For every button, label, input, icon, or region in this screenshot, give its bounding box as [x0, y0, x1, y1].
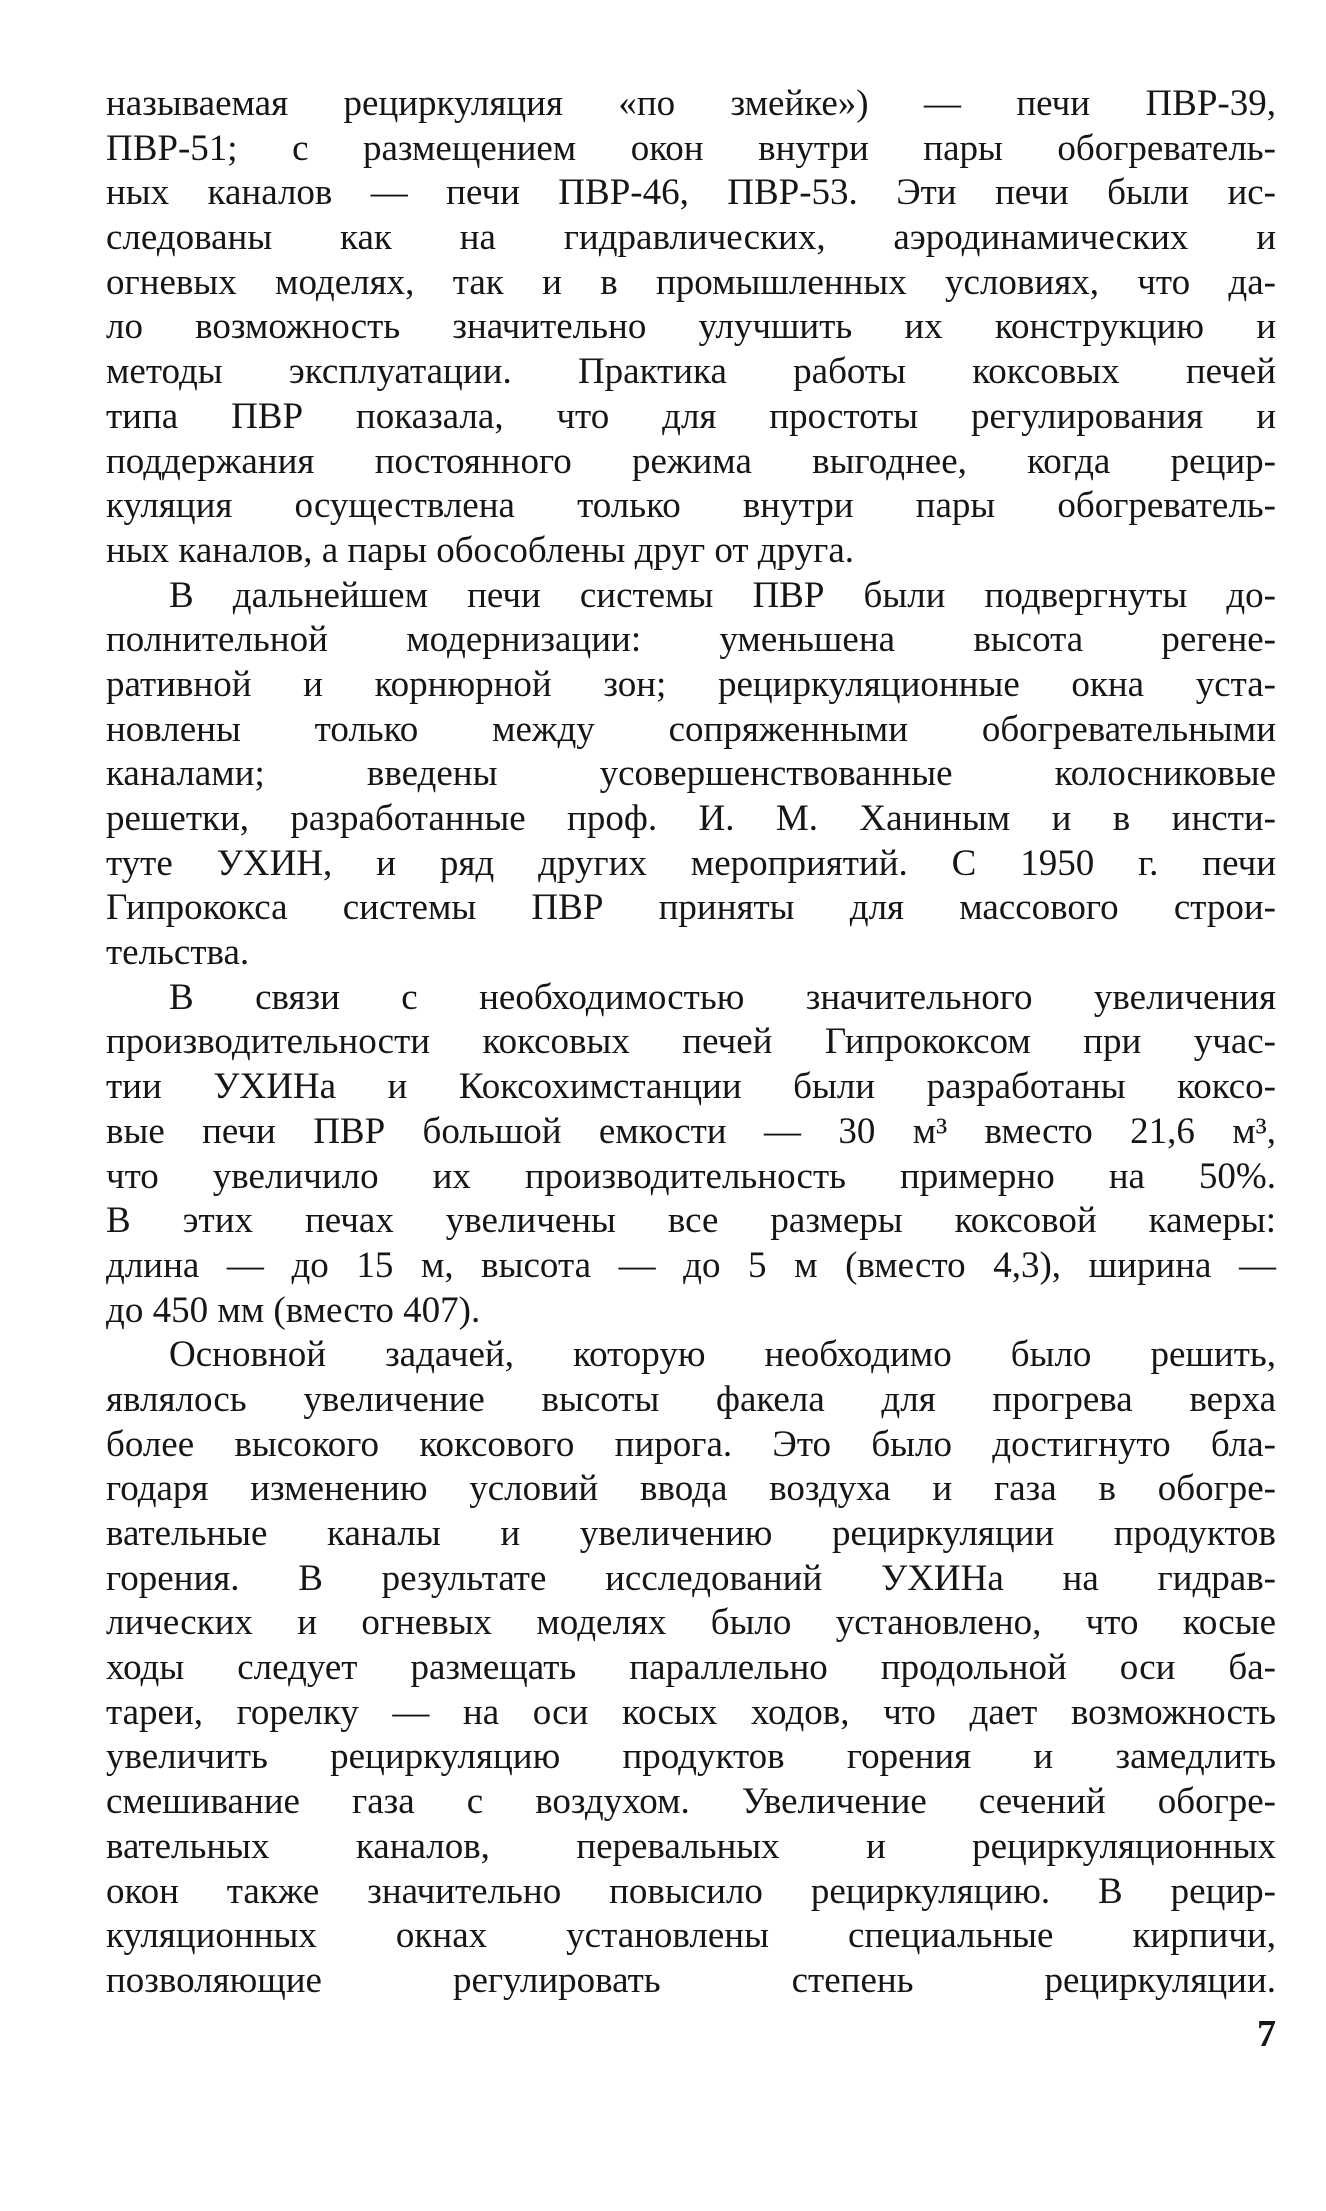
text-line: ПВР-51; с размещением окон внутри пары обогреватель- — [106, 127, 1276, 169]
text-line: Гипрококса системы ПВР приняты для массового строи- — [106, 887, 1276, 929]
text-line: являлось увеличение высоты факела для прогрева верха — [106, 1378, 1276, 1420]
paragraph — [106, 976, 1276, 1334]
text-line: годаря изменению условий ввода воздуха и газа в обогре- — [106, 1468, 1276, 1510]
text-line: окон также значительно повысило рециркуляцию. В рецир- — [106, 1870, 1276, 1912]
text-line: смешивание газа с воздухом. Увеличение сечений обогре- — [106, 1781, 1276, 1823]
text-line: тии УХИНа и Коксохимстанции были разработаны коксо- — [106, 1066, 1276, 1108]
page-body — [106, 82, 1276, 2004]
text-line: куляция осуществлена только внутри пары обогреватель- — [106, 485, 1276, 527]
text-line: ративной и корнюрной зон; рециркуляционные окна уста- — [106, 663, 1276, 705]
text-line: В этих печах увеличены все размеры коксовой камеры: — [106, 1200, 1276, 1242]
text-line: производительности коксовых печей Гипрококсом при учас- — [106, 1021, 1276, 1063]
text-line: поддержания постоянного режима выгоднее, когда рецир- — [106, 440, 1276, 482]
text-line: тареи, горелку — на оси косых ходов, что дает возможность — [106, 1691, 1276, 1733]
text-line: новлены только между сопряженными обогревательными — [106, 708, 1276, 750]
paragraph — [106, 574, 1276, 976]
text-line: ных каналов, а пары обособлены друг от друга. — [106, 529, 854, 571]
text-line: В связи с необходимостью значительного увеличения — [169, 976, 1276, 1018]
text-line: куляционных окнах установлены специальные кирпичи, — [106, 1915, 1276, 1957]
text-line: лических и огневых моделях было установлено, что косые — [106, 1602, 1276, 1644]
text-line: позволяющие регулировать степень рециркуляции. — [106, 1959, 1276, 2001]
page-number: 7 — [1257, 2013, 1276, 2055]
text-line: ных каналов — печи ПВР-46, ПВР-53. Эти печи были ис- — [106, 172, 1276, 214]
paragraph — [106, 1333, 1276, 2003]
text-line: вательных каналов, перевальных и рециркуляционных — [106, 1825, 1276, 1867]
text-line: огневых моделях, так и в промышленных условиях, что да- — [106, 261, 1276, 303]
text-line: полнительной модернизации: уменьшена высота регене- — [106, 619, 1276, 661]
text-line: что увеличило их производительность примерно на 50%. — [106, 1155, 1276, 1197]
text-line: следованы как на гидравлических, аэродинамических и — [106, 217, 1276, 259]
text-line: решетки, разработанные проф. И. М. Ханиным и в инсти- — [106, 798, 1276, 839]
text-line: методы эксплуатации. Практика работы коксовых печей — [106, 351, 1276, 393]
text-line: до 450 мм (вместо 407). — [106, 1289, 481, 1331]
text-line: В дальнейшем печи системы ПВР были подвергнуты до- — [169, 574, 1276, 616]
text-line: вые печи ПВР большой емкости — 30 м³ вместо 21,6 м³, — [106, 1110, 1276, 1152]
text-line: более высокого коксового пирога. Это было достигнуто бла- — [106, 1423, 1276, 1465]
text-line: ло возможность значительно улучшить их конструкцию и — [106, 306, 1276, 348]
text-line: горения. В результате исследований УХИНа на гидрав- — [106, 1557, 1276, 1599]
text-line: туте УХИН, и ряд других мероприятий. С 1950 г. печи — [106, 842, 1276, 884]
text-line: вательные каналы и увеличению рециркуляции продуктов — [106, 1513, 1276, 1554]
paragraph — [106, 82, 1276, 574]
text-line: типа ПВР показала, что для простоты регулирования и — [106, 395, 1276, 437]
text-line: длина — до 15 м, высота — до 5 м (вместо 4,3), ширина — — [106, 1244, 1276, 1286]
text-line: ходы следует размещать параллельно продольной оси ба- — [106, 1647, 1276, 1689]
text-line: увеличить рециркуляцию продуктов горения и замедлить — [106, 1736, 1276, 1778]
text-line: каналами; введены усовершенствованные колосниковые — [106, 753, 1276, 795]
text-line: тельства. — [106, 932, 250, 974]
text-line: называемая рециркуляция «по змейке») — печи ПВР-39, — [106, 83, 1276, 124]
text-line: Основной задачей, которую необходимо было решить, — [169, 1334, 1276, 1376]
